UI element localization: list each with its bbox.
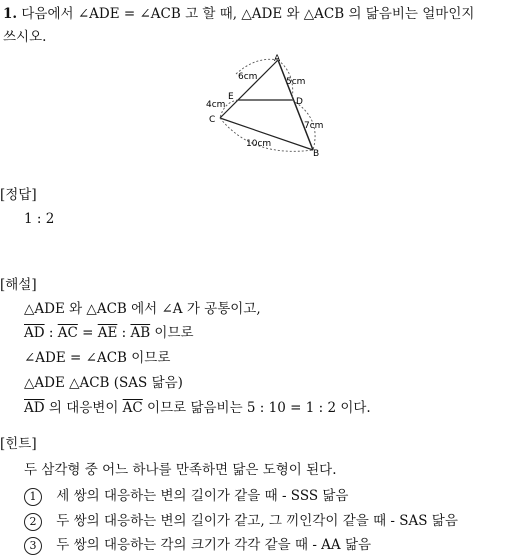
vertex-c-label: C — [209, 115, 216, 125]
line-5-tail: 이므로 닮음비는 5 : 10 = 1 : 2 이다. — [142, 400, 371, 416]
line-2-tail: 이므로 — [150, 325, 194, 341]
ratio-colon-1: : — [44, 325, 58, 341]
length-ae-label: 6cm — [238, 72, 258, 82]
segment-ad: $\overline{AD}$ — [24, 325, 45, 341]
explanation-heading: [해설] — [0, 277, 37, 293]
explanation-line-4: △ADE △ACB (SAS 닮음) — [24, 375, 183, 391]
equals-sign: = — [77, 325, 98, 341]
hint-item — [24, 533, 371, 555]
length-ad-label: 5cm — [286, 77, 306, 87]
explanation-line-2 — [24, 321, 194, 341]
line-5-mid: 의 대응변이 — [44, 400, 123, 416]
hint-item — [24, 484, 348, 506]
problem-line-1 — [3, 2, 474, 22]
length-db-label: 7cm — [304, 121, 324, 131]
explanation-line-3: ∠ADE = ∠ACB 이므로 — [24, 350, 171, 366]
answer-heading: [정답] — [0, 187, 37, 203]
segment-ac: $\overline{AC}$ — [57, 325, 78, 341]
hint-item-text: 세 쌍의 대응하는 변의 길이가 같을 때 - SSS 닮음 — [56, 488, 349, 504]
answer-text: 1 : 2 — [24, 211, 55, 227]
circled-number: 2 — [24, 513, 42, 531]
problem-line-2: 쓰시오. — [3, 29, 47, 45]
vertex-e-label: E — [228, 92, 234, 102]
problem-number: 1. — [3, 6, 18, 22]
hint-item — [24, 509, 458, 531]
vertex-a-label: A — [274, 54, 281, 64]
segment-ae: $\overline{AE}$ — [97, 325, 118, 341]
ratio-colon-2: : — [117, 325, 131, 341]
vertex-b-label: B — [313, 149, 320, 159]
problem-text: 다음에서 ∠ADE = ∠ACB 고 할 때, △ADE 와 △ACB 의 닮음비는 얼마인지 — [21, 6, 475, 22]
hint-item-text: 두 쌍의 대응하는 각의 크기가 각각 같을 때 - AA 닮음 — [56, 537, 372, 553]
length-ec-label: 4cm — [206, 100, 226, 110]
segment-ab: $\overline{AB}$ — [130, 325, 151, 341]
length-cb-label: 10cm — [246, 139, 272, 149]
circled-number: 1 — [24, 488, 42, 506]
vertex-d-label: D — [296, 97, 303, 107]
explanation-line-5 — [24, 396, 371, 416]
explanation-line-1: △ADE 와 △ACB 에서 ∠A 가 공통이고, — [24, 301, 261, 317]
segment-ac: $\overline{AC}$ — [122, 400, 143, 416]
segment-ad: $\overline{AD}$ — [24, 400, 45, 416]
triangle-figure — [200, 52, 330, 160]
hint-item-text: 두 쌍의 대응하는 변의 길이가 같고, 그 끼인각이 같을 때 - SAS 닮음 — [56, 513, 458, 529]
hint-heading: [힌트] — [0, 436, 37, 452]
hint-intro: 두 삼각형 중 어느 하나를 만족하면 닮은 도형이 된다. — [24, 462, 337, 478]
circled-number: 3 — [24, 537, 42, 555]
